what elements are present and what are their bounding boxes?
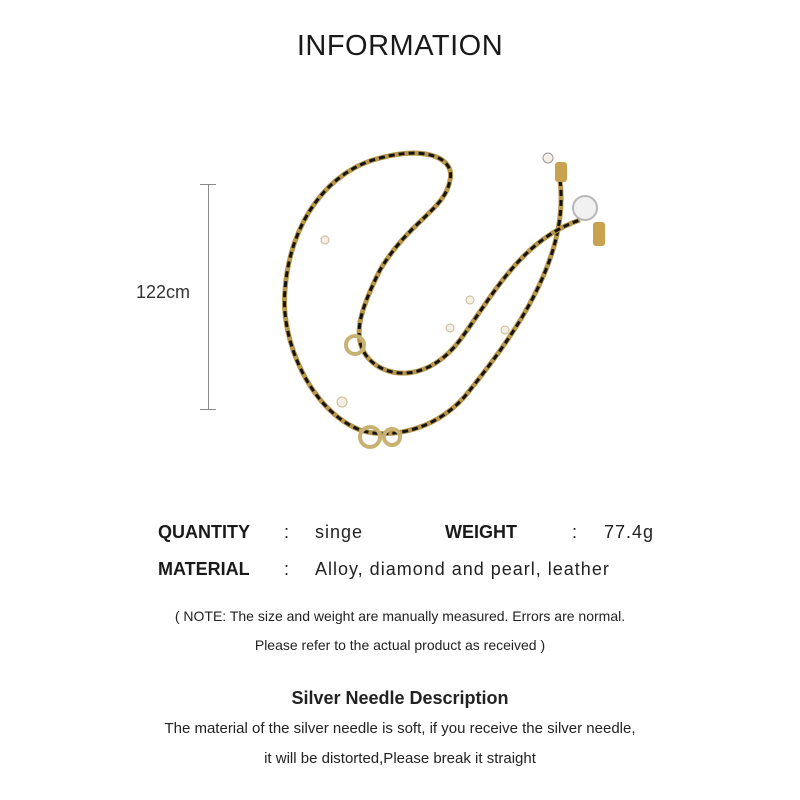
material-value: Alloy, diamond and pearl, leather (315, 559, 610, 579)
material-label: MATERIAL (158, 559, 250, 579)
page-title: INFORMATION (296, 30, 504, 62)
pearl-end (543, 153, 553, 163)
description-title: Silver Needle Description (291, 688, 509, 708)
material-separator: : (284, 559, 290, 579)
note-line-2: Please refer to the actual product as received ) (254, 637, 546, 653)
measure-bottom-tick (200, 409, 216, 410)
gold-barrel-end (555, 162, 567, 182)
pearl-bead (337, 397, 347, 407)
rhinestone-charm (360, 427, 380, 447)
heart-pendant (573, 196, 597, 220)
measure-line (208, 184, 209, 410)
weight-label: WEIGHT (445, 522, 517, 542)
pearl-bead (501, 326, 509, 334)
gold-barrel-pendant (593, 222, 605, 246)
weight-separator: : (572, 522, 578, 542)
pearl-bead (446, 324, 454, 332)
length-label: 122cm (136, 282, 191, 302)
necklace-product-image (270, 140, 640, 460)
description-line-1: The material of the silver needle is soft, if you receive the silver needle, (164, 720, 636, 737)
pearl-bead (466, 296, 474, 304)
weight-value: 77.4g (604, 522, 655, 542)
description-line-2: it will be distorted,Please break it straight (264, 750, 536, 767)
length-measure-indicator (200, 184, 216, 410)
quantity-value: singe (315, 522, 364, 542)
gold-chain-outer (284, 153, 561, 433)
note-line-1: ( NOTE: The size and weight are manually measured. Errors are normal. (174, 608, 626, 624)
quantity-separator: : (284, 522, 290, 542)
leather-weave-outer (284, 153, 561, 433)
pearl-bead (321, 236, 329, 244)
quantity-label: QUANTITY (158, 522, 250, 542)
